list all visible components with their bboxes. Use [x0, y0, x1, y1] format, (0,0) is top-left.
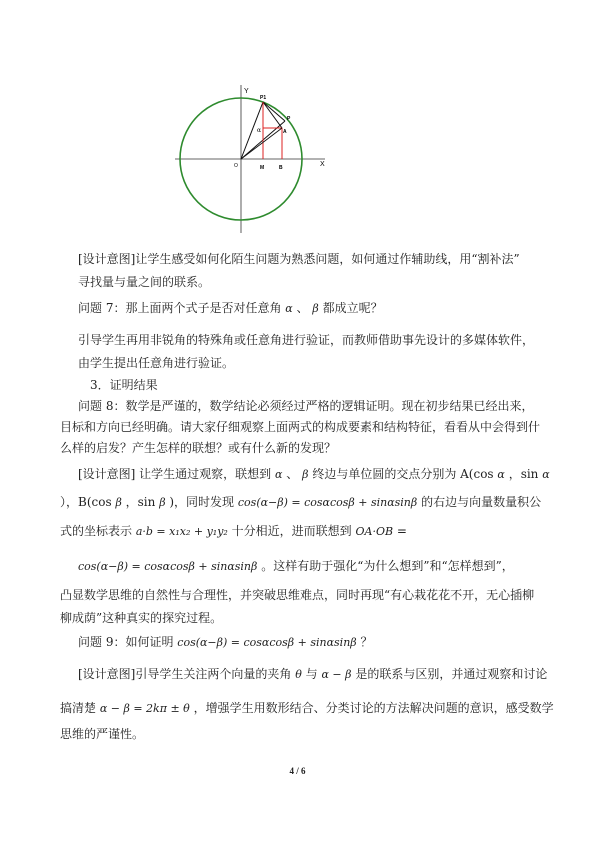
question-mark: ？	[360, 635, 373, 649]
beta-symbol: β	[115, 496, 122, 509]
page-number: 4 / 6	[289, 766, 306, 776]
cos-difference-formula: cos(α−β) = cosαcosβ + sinαsinβ	[237, 496, 418, 509]
intent-9-text-d: 搞清楚	[60, 701, 97, 715]
intent-8-line-3	[60, 523, 407, 540]
alpha-symbol: α	[285, 302, 293, 315]
intent-8-line-2	[60, 494, 541, 511]
alpha-minus-beta: α − β	[321, 668, 352, 681]
question-7-text: 问题 7：那上面两个式子是否对任意角	[78, 301, 282, 315]
intent-9-text-c: 是的联系与区别，并通过观察和讨论	[355, 667, 548, 681]
intent-8-line-6: 柳成荫”这种真实的探究过程。	[60, 611, 223, 625]
angle-relation: α − β = 2kπ ± θ	[99, 702, 190, 715]
intent-8-text-e: ，sin	[125, 495, 156, 509]
vector-dot-product: OA·OB	[355, 525, 394, 538]
intent-9-line-1	[78, 666, 547, 683]
intent-8-line-5: 凸显数学思维的自然性与合理性，并突破思维难点，同时再现“有心栽花花不开，无心插柳	[60, 588, 535, 602]
question-9-formula: cos(α−β) = cosαcosβ + sinαsinβ	[177, 636, 357, 649]
intent-8-text-f: )，同时发现	[169, 495, 235, 509]
question-7-end: 都成立呢？	[322, 301, 383, 315]
beta-symbol: β	[302, 468, 309, 481]
alpha-symbol: α	[497, 468, 505, 481]
label-x: X	[320, 161, 325, 168]
question-8-line-2: 目标和方向已经明确。请大家仔细观察上面两式的构成要素和结构特征，看看从中会得到什	[60, 420, 541, 434]
intent-8-text-h: 式的坐标表示	[60, 524, 133, 538]
dot-product-formula: a·b = x₁x₂ + y₁y₂	[135, 525, 228, 538]
intent-8-line-1	[78, 466, 550, 483]
question-8-line-3: 么样的启发？产生怎样的联想？或有什么新的发现？	[60, 441, 337, 455]
label-p: P	[287, 116, 291, 122]
label-a: A	[283, 129, 287, 135]
question-9	[78, 634, 373, 651]
intent-8-text-i: 十分相近，进而联想到	[231, 524, 352, 538]
label-angle: α	[257, 127, 262, 134]
intent-8-text-g: 的右边与向量数量积公	[421, 495, 542, 509]
intent-9-line-3: 思维的严谨性。	[60, 727, 145, 741]
segment-p1p	[263, 102, 285, 121]
intent-8-text-d: ），B(cos	[60, 495, 112, 509]
theta-symbol: θ	[295, 668, 302, 681]
intent-8-text-j: 。这样有助于强化“为什么想到”和“怎样想到”，	[261, 559, 514, 573]
label-m: M	[260, 165, 265, 171]
alpha-symbol: α	[542, 468, 550, 481]
unit-circle-figure	[175, 85, 330, 235]
label-p1: P1	[260, 95, 267, 101]
text-line-1: [设计意图]让学生感受如何化陌生问题为熟悉问题，如何通过作辅助线，用“割补法”	[78, 252, 520, 266]
enum-comma: 、	[296, 301, 309, 315]
enum-comma: 、	[286, 467, 299, 481]
equals-sign: =	[396, 524, 407, 538]
question-8-line-1: 问题 8：数学是严谨的，数学结论必须经过严格的逻辑证明。现在初步结果已经出来，	[78, 399, 534, 413]
text-line-4: 引导学生再用非锐角的特殊角或任意角进行验证，而教师借助事先设计的多媒体软件，	[78, 333, 535, 347]
text-line-2: 寻找量与量之间的联系。	[78, 275, 211, 289]
intent-9-text-e: ，增强学生用数形结合、分类讨论的方法解决问题的意识，感受数学	[193, 701, 554, 715]
beta-symbol: β	[312, 302, 319, 315]
question-7	[78, 300, 383, 317]
label-y: Y	[244, 88, 249, 95]
beta-symbol: β	[159, 496, 166, 509]
question-9-text: 问题 9：如何证明	[78, 635, 174, 649]
intent-9-text-b: 与	[305, 667, 318, 681]
intent-9-text-a: [设计意图]引导学生关注两个向量的夹角	[78, 667, 292, 681]
intent-8-text-a: [设计意图] 让学生通过观察，联想到	[78, 467, 272, 481]
intent-8-line-4	[78, 558, 514, 575]
label-b: B	[279, 165, 283, 171]
alpha-symbol: α	[275, 468, 283, 481]
section-heading: 3．证明结果	[90, 378, 158, 392]
label-o: O	[234, 163, 238, 169]
intent-9-line-2	[60, 700, 554, 717]
intent-8-text-c: ，sin	[508, 467, 539, 481]
cos-difference-expansion: cos(α−β) = cosαcosβ + sinαsinβ	[78, 560, 258, 573]
text-line-5: 由学生提出任意角进行验证。	[78, 356, 235, 370]
intent-8-text-b: 终边与单位圆的交点分别为 A(cos	[312, 467, 494, 481]
